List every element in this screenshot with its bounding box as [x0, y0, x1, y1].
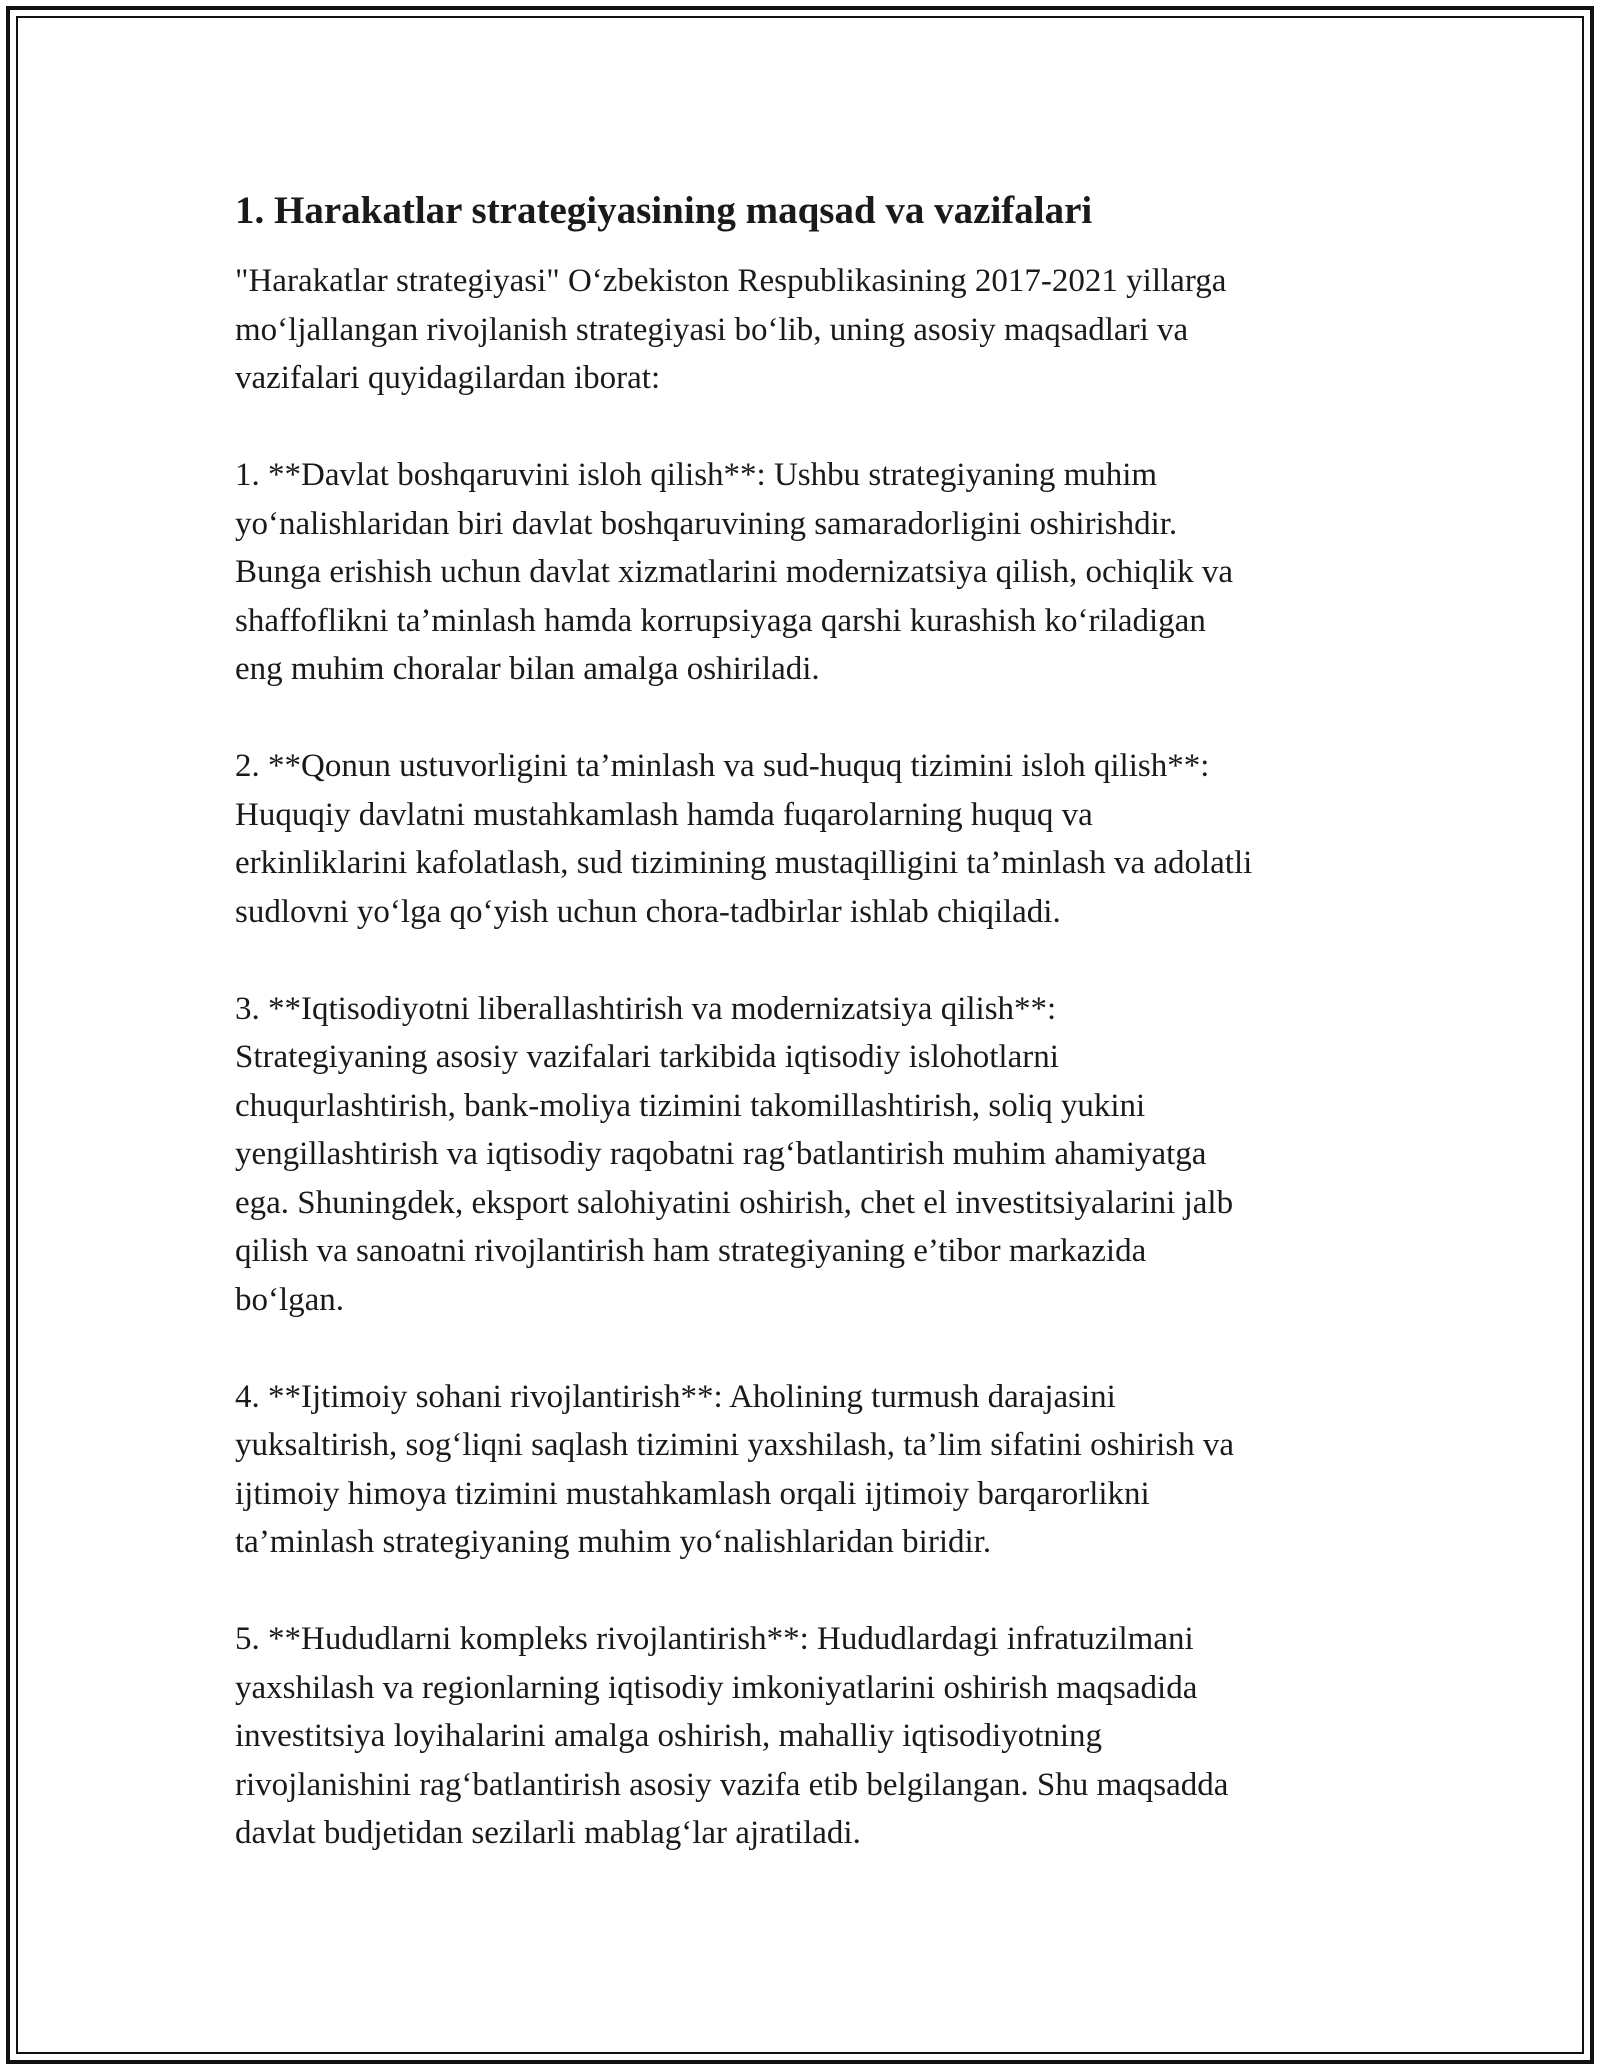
text-line: mo‘ljallangan rivojlanish strategiyasi bo‘lib, uning asosiy maqsadlari va [235, 311, 1189, 348]
paragraph-intro [235, 257, 1380, 403]
text-line: sudlovni yo‘lga qo‘yish uchun chora-tadbirlar ishlab chiqiladi. [235, 893, 1061, 930]
document-body [235, 185, 1380, 1906]
text-line: shaffoflikni ta’minlash hamda korrupsiyaga qarshi kurashish ko‘riladigan [235, 602, 1206, 639]
text-line: 1. **Davlat boshqaruvini isloh qilish**: Ushbu strategiyaning muhim [235, 457, 1158, 493]
text-line: davlat budjetidan sezilarli mablag‘lar ajratiladi. [235, 1815, 861, 1851]
text-line: yengillashtirish va iqtisodiy raqobatni rag‘batlantirish muhim ahamiyatga [235, 1136, 1207, 1172]
text-line: 3. **Iqtisodiyotni liberallashtirish va modernizatsiya qilish**: [235, 990, 1057, 1027]
paragraph-item-2 [235, 742, 1380, 936]
text-line: ega. Shuningdek, eksport salohiyatini oshirish, chet el investitsiyalarini jalb [235, 1184, 1234, 1221]
text-line: bo‘lgan. [235, 1281, 345, 1318]
text-line: 4. **Ijtimoiy sohani rivojlantirish**: Aholining turmush darajasini [235, 1378, 1116, 1415]
text-line: yaxshilash va regionlarning iqtisodiy imkoniyatlarini oshirish maqsadida [235, 1669, 1198, 1706]
paragraph-item-1 [235, 451, 1380, 694]
text-line: investitsiya loyihalarini amalga oshirish, mahalliy iqtisodiyotning [235, 1718, 1103, 1754]
text-line: rivojlanishini rag‘batlantirish asosiy vazifa etib belgilangan. Shu maqsadda [235, 1766, 1229, 1803]
text-line: 5. **Hududlarni kompleks rivojlantirish**: Hududlardagi infratuzilmani [235, 1621, 1194, 1657]
text-line: erkinliklarini kafolatlash, sud tizimining mustaqilligini ta’minlash va adolatli [235, 845, 1253, 881]
text-line: Bunga erishish uchun davlat xizmatlarini modernizatsiya qilish, ochiqlik va [235, 554, 1234, 590]
text-line: qilish va sanoatni rivojlantirish ham strategiyaning e’tibor markazida [235, 1233, 1147, 1269]
text-line: eng muhim choralar bilan amalga oshiriladi. [235, 651, 820, 687]
text-line: chuqurlashtirish, bank-moliya tizimini takomillashtirish, soliq yukini [235, 1087, 1146, 1124]
text-line: ta’minlash strategiyaning muhim yo‘nalishlaridan biridir. [235, 1524, 992, 1560]
text-line: ijtimoiy himoya tizimini mustahkamlash orqali ijtimoiy barqarorlikni [235, 1475, 1150, 1512]
paragraph-item-4 [235, 1373, 1380, 1567]
text-line: Huquqiy davlatni mustahkamlash hamda fuqarolarning huquq va [235, 796, 1093, 833]
text-line: vazifalari quyidagilardan iborat: [235, 360, 661, 396]
text-line: yo‘nalishlaridan biri davlat boshqaruvining samaradorligini oshirishdir. [235, 505, 1178, 542]
document-title: 1. Harakatlar strategiyasining maqsad va vazifalari [235, 189, 1093, 232]
text-line: "Harakatlar strategiyasi" O‘zbekiston Respublikasining 2017-2021 yillarga [235, 263, 1227, 299]
text-line: 2. **Qonun ustuvorligini ta’minlash va sud-huquq tizimini isloh qilish**: [235, 748, 1210, 784]
text-line: Strategiyaning asosiy vazifalari tarkibida iqtisodiy islohotlarni [235, 1039, 1059, 1075]
paragraph-item-5 [235, 1615, 1380, 1858]
text-line: yuksaltirish, sog‘liqni saqlash tizimini yaxshilash, ta’lim sifatini oshirish va [235, 1427, 1235, 1463]
paragraph-item-3 [235, 985, 1380, 1325]
